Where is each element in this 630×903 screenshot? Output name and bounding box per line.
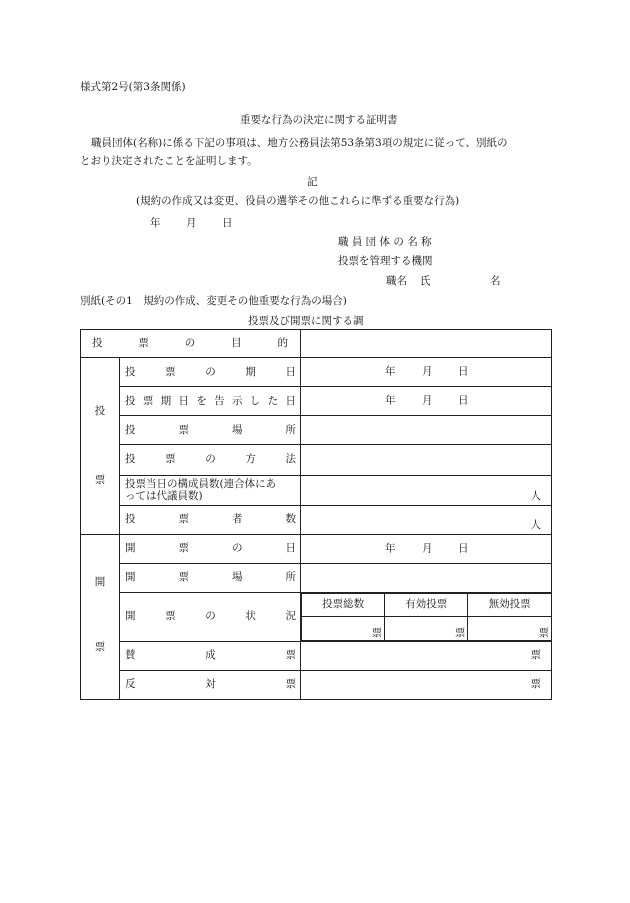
label-char: 投 — [125, 394, 136, 407]
voting-method-label — [120, 445, 301, 475]
purpose-label-cell — [81, 330, 301, 358]
members-count-value[interactable] — [301, 475, 552, 505]
label-char: 票 — [138, 336, 149, 349]
label-char: 開 — [125, 542, 136, 555]
voting-place-value[interactable] — [301, 416, 552, 445]
voters-count-label — [120, 505, 301, 534]
body-text-line-2: とおり決定されたことを証明します。 — [80, 155, 258, 167]
vote-unit: 票 — [530, 649, 541, 662]
day-label: 日 — [458, 542, 469, 555]
year-label: 年 — [385, 365, 396, 378]
label-char: た — [267, 394, 279, 407]
label-char: 況 — [285, 610, 296, 623]
label-char: 者 — [232, 513, 243, 526]
label-char: 日 — [285, 365, 296, 378]
month-label: 月 — [422, 365, 433, 378]
label-char: 開 — [125, 571, 136, 584]
group-char: 票 — [94, 473, 106, 486]
ki-heading: 記 — [307, 176, 318, 188]
vote-unit: 票 — [371, 626, 383, 639]
label-char: 期 — [245, 365, 256, 378]
members-label-line-2: っては代議員数) — [125, 490, 203, 503]
no-votes-label — [120, 671, 301, 700]
label-char: 票 — [142, 394, 154, 407]
signature-shi-label: 氏 — [420, 275, 431, 287]
valid-votes-header: 有効投票 — [385, 594, 468, 617]
label-char: 票 — [165, 453, 176, 466]
note-text: (規約の作成又は変更、役員の選挙その他これらに準ずる重要な行為) — [136, 195, 460, 207]
month-label: 月 — [422, 394, 433, 407]
document-title: 重要な行為の決定に関する証明書 — [240, 114, 398, 126]
label-char: 投 — [125, 365, 136, 378]
label-char: 票 — [165, 365, 176, 378]
announce-date-value[interactable] — [301, 387, 552, 416]
label-char: 賛 — [125, 649, 136, 662]
label-char: 所 — [285, 571, 296, 584]
label-char: 期 — [160, 394, 172, 407]
label-char: 状 — [245, 610, 256, 623]
label-char: 的 — [277, 336, 288, 349]
voting-date-value[interactable] — [301, 358, 552, 387]
announce-date-label — [120, 387, 301, 416]
year-label: 年 — [385, 394, 396, 407]
counting-date-value[interactable] — [301, 535, 552, 564]
label-char: の — [205, 365, 216, 378]
counting-status-value — [301, 593, 552, 642]
label-char: 票 — [285, 678, 296, 691]
counting-place-value[interactable] — [301, 564, 552, 593]
voting-table — [80, 329, 552, 700]
label-char: 票 — [165, 610, 176, 623]
group-char: 票 — [94, 641, 106, 654]
total-votes-header: 投票総数 — [302, 594, 385, 617]
date-month-label: 月 — [186, 217, 197, 229]
form-number: 様式第2号(第3条関係) — [80, 81, 186, 93]
label-char: 投 — [125, 423, 136, 436]
month-label: 月 — [422, 542, 433, 555]
label-char: 票 — [178, 571, 189, 584]
label-char: 法 — [285, 453, 296, 466]
org-name-label: 職 員 団 体 の 名 称 — [338, 236, 432, 248]
label-char: 目 — [231, 336, 242, 349]
counting-group-cell — [81, 535, 120, 700]
label-char: 投 — [92, 336, 103, 349]
voting-date-label — [120, 358, 301, 387]
label-char: 所 — [285, 423, 296, 436]
label-char: し — [249, 394, 261, 407]
label-char: 票 — [178, 542, 189, 555]
purpose-value-cell[interactable] — [301, 330, 552, 358]
managing-body-label: 投票を管理する機関 — [338, 255, 433, 267]
voting-place-label — [120, 416, 301, 445]
invalid-votes-value[interactable] — [468, 617, 551, 641]
label-char: の — [232, 542, 243, 555]
status-subtable — [301, 593, 551, 641]
label-char: 場 — [232, 423, 243, 436]
label-char: 示 — [231, 394, 243, 407]
counting-status-label — [120, 593, 301, 642]
vote-unit: 票 — [454, 626, 466, 639]
label-char: 日 — [178, 394, 189, 407]
signature-title-label: 職名 — [386, 275, 407, 287]
label-char: 成 — [205, 649, 216, 662]
date-year-label: 年 — [150, 217, 161, 229]
year-label: 年 — [385, 542, 396, 555]
label-char: 票 — [285, 649, 296, 662]
yes-votes-value[interactable] — [301, 642, 552, 671]
vote-unit: 票 — [530, 678, 541, 691]
signature-mei-label: 名 — [490, 275, 501, 287]
label-char: 日 — [285, 394, 296, 407]
counting-place-label — [120, 564, 301, 593]
counting-date-label — [120, 535, 301, 564]
attachment-label: 別紙(その1 規約の作成、変更その他重要な行為の場合) — [80, 295, 347, 307]
body-text-line-1: 職員団体(名称)に係る下記の事項は、地方公務員法第53条第3項の規定に従って、別紙の — [91, 137, 508, 149]
label-char: の — [184, 336, 196, 349]
label-char: 方 — [245, 453, 256, 466]
total-votes-value[interactable] — [302, 617, 385, 641]
day-label: 日 — [458, 365, 469, 378]
table-title: 投票及び開票に関する調 — [248, 315, 364, 327]
people-unit: 人 — [530, 518, 541, 531]
label-char: 投 — [125, 453, 136, 466]
date-day-label: 日 — [222, 217, 233, 229]
group-char: 投 — [94, 405, 106, 417]
invalid-votes-header: 無効投票 — [468, 594, 551, 617]
label-char: 対 — [205, 678, 216, 691]
voting-method-value[interactable] — [301, 445, 552, 475]
label-char: 票 — [178, 513, 189, 526]
label-char: 反 — [125, 678, 136, 691]
voting-group-cell — [81, 358, 120, 535]
label-char: 票 — [178, 423, 189, 436]
label-char: 開 — [125, 610, 136, 623]
members-count-label — [120, 475, 301, 505]
label-char: の — [205, 453, 216, 466]
no-votes-value[interactable] — [301, 671, 552, 700]
label-char: を — [196, 394, 207, 407]
members-label-line-1: 投票当日の構成員数(連合体にあ — [125, 477, 277, 490]
group-char: 開 — [94, 575, 106, 588]
label-char: 場 — [232, 571, 243, 584]
people-unit: 人 — [530, 489, 541, 502]
valid-votes-value[interactable] — [385, 617, 468, 641]
label-char: 数 — [285, 513, 296, 526]
yes-votes-label — [120, 642, 301, 671]
voters-count-value[interactable] — [301, 505, 552, 534]
label-char: の — [205, 610, 216, 623]
vote-unit: 票 — [538, 626, 549, 639]
label-char: 日 — [285, 542, 296, 555]
label-char: 投 — [125, 513, 136, 526]
label-char: 告 — [214, 394, 225, 407]
day-label: 日 — [458, 394, 469, 407]
